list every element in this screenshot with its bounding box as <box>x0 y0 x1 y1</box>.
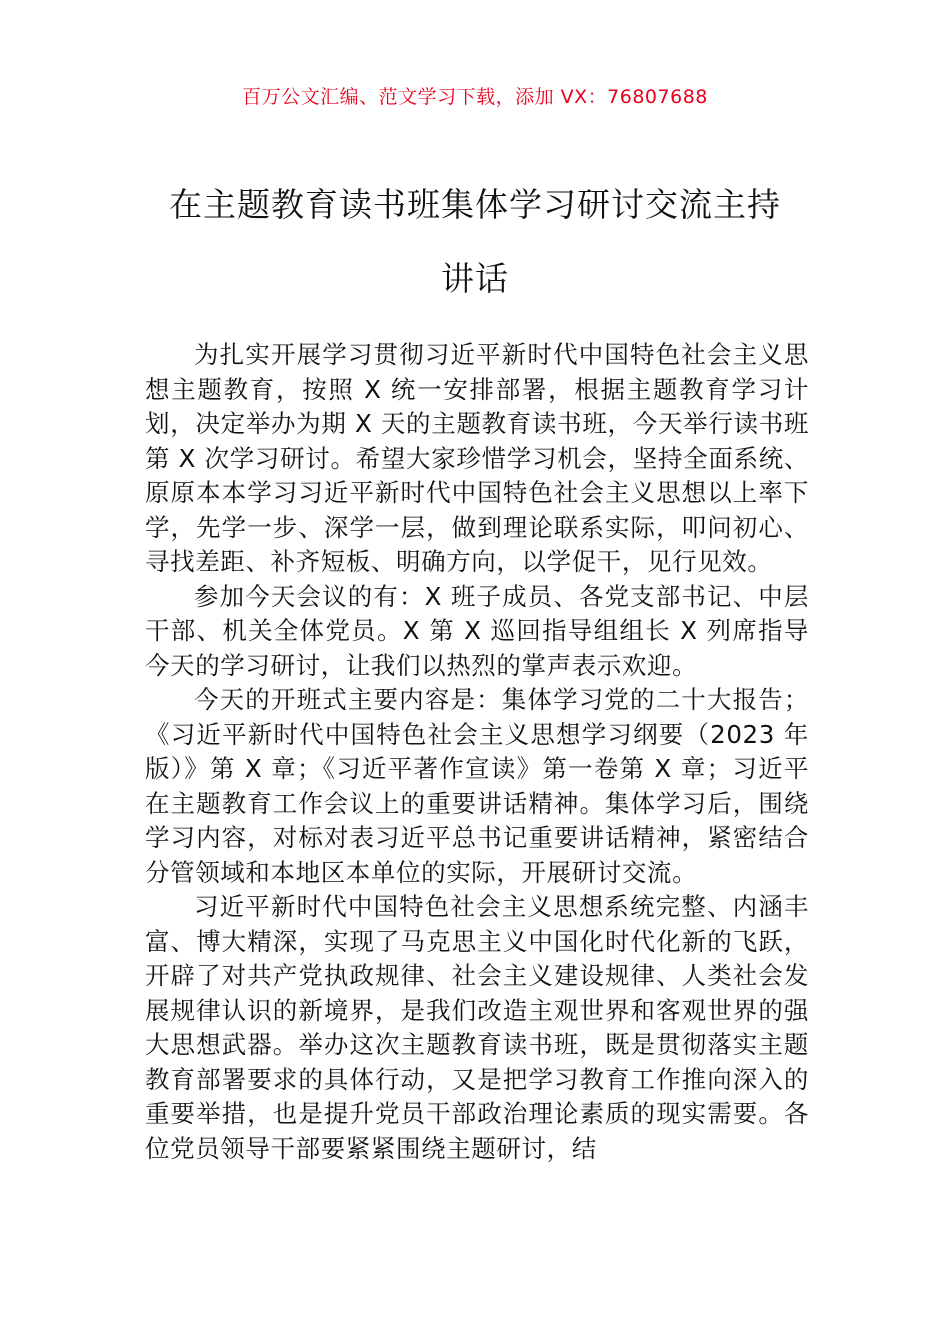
document-body <box>145 338 809 1166</box>
paragraph: 为扎实开展学习贯彻习近平新时代中国特色社会主义思想主题教育，按照 X 统一安排部署，根据主题教育学习计划，决定举办为期 X 天的主题教育读书班，今天举行读书班第 X 次学习研讨。希望大家珍惜学习机会，坚持全面系统、原原本本学习习近平新时代中国特色社会主义思想以上率下学，先学一步、深学一层，做到理论联系实际，叩问初心、寻找差距、补齐短板、明确方向，以学促干，见行见效。 <box>145 340 809 576</box>
paragraph: 今天的开班式主要内容是：集体学习党的二十大报告；《习近平新时代中国特色社会主义思想学习纲要（2023 年版）》第 X 章；《习近平著作宣读》第一卷第 X 章；习近平在主题教育工作会议上的重要讲话精神。集体学习后，围绕学习内容，对标对表习近平总书记重要讲话精神，紧密结合分管领域和本地区本单位的实际，开展研讨交流。 <box>145 685 809 887</box>
title-line-1: 在主题教育读书班集体学习研讨交流主持 <box>169 185 781 224</box>
title-line-2: 讲话 <box>441 259 509 298</box>
paragraph: 习近平新时代中国特色社会主义思想系统完整、内涵丰富、博大精深，实现了马克思主义中国化时代化新的飞跃，开辟了对共产党执政规律、社会主义建设规律、人类社会发展规律认识的新境界，是我们改造主观世界和客观世界的强大思想武器。举办这次主题教育读书班，既是贯彻落实主题教育部署要求的具体行动，又是把学习教育工作推向深入的重要举措，也是提升党员干部政治理论素质的现实需要。各位党员领导干部要紧紧围绕主题研讨，结 <box>145 892 809 1163</box>
header-note: 百万公文汇编、范文学习下载，添加 VX：76807688 <box>242 86 708 108</box>
paragraph: 参加今天会议的有：X 班子成员、各党支部书记、中层干部、机关全体党员。X 第 X 巡回指导组组长 X 列席指导今天的学习研讨，让我们以热烈的掌声表示欢迎。 <box>145 581 809 680</box>
document-title <box>140 168 810 316</box>
